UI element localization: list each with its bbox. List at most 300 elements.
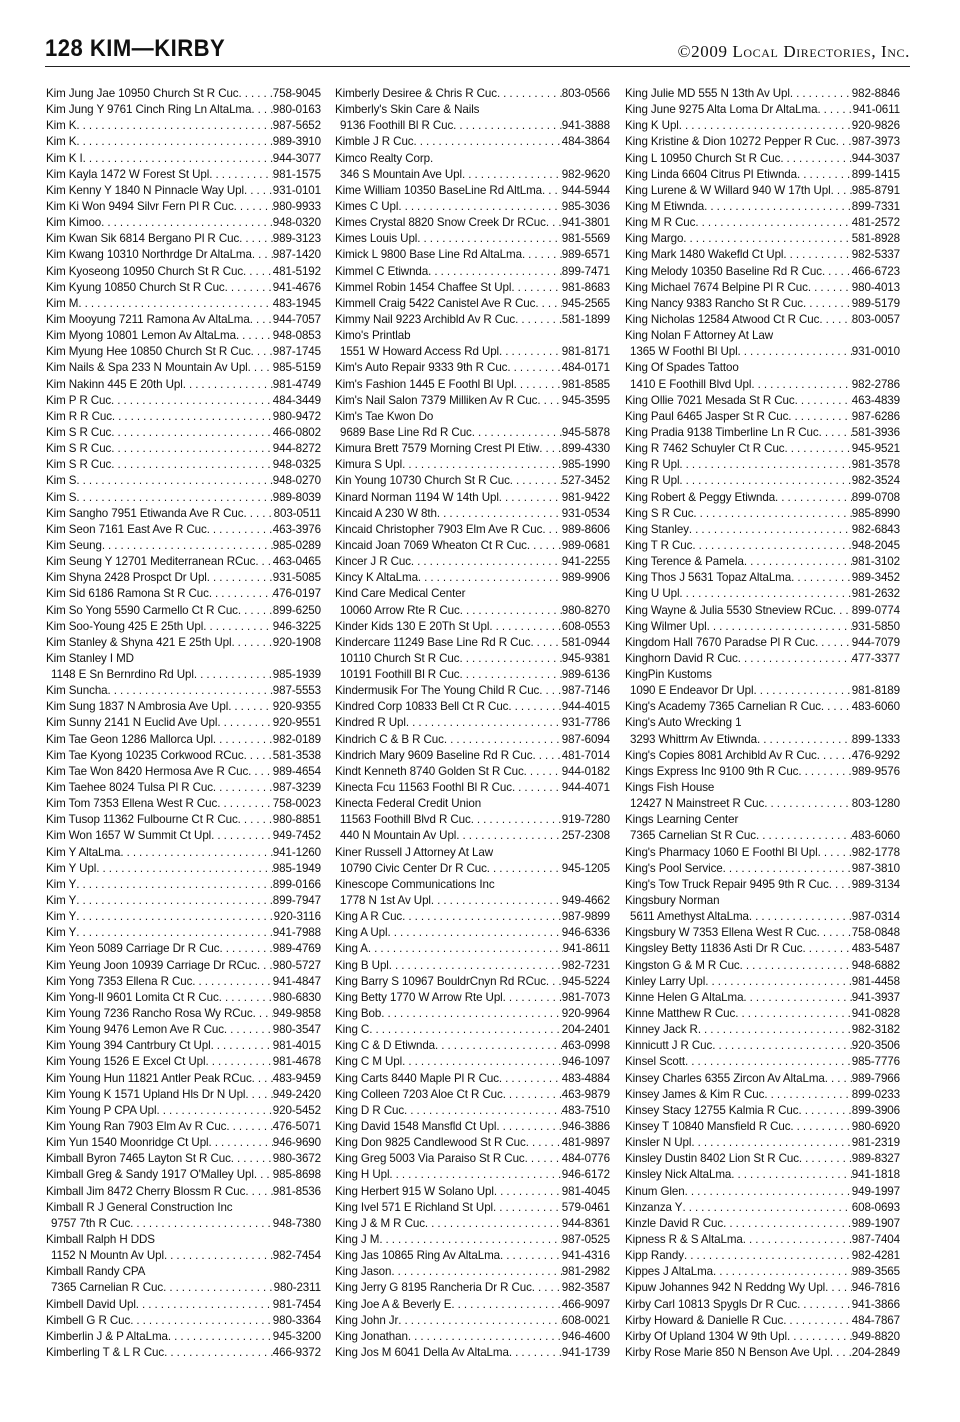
phone-number: 899-0774 <box>851 603 900 617</box>
phone-number: 944-4071 <box>561 781 610 795</box>
dot-leader <box>808 280 852 296</box>
dot-leader <box>76 893 273 909</box>
listing-entry <box>46 538 321 554</box>
listing-entry <box>335 183 610 199</box>
listing-name: Kim Young 394 Cantrbury Ct Upl <box>46 1039 211 1053</box>
listing-entry <box>625 925 900 941</box>
listing-entry <box>46 1248 321 1264</box>
phone-number: 944-5944 <box>561 183 610 197</box>
dot-leader <box>244 183 273 199</box>
listing-name: Kincaid A 230 W 8th <box>335 506 437 520</box>
dot-leader <box>250 312 273 328</box>
dot-leader <box>389 958 562 974</box>
listing-entry <box>46 360 321 376</box>
phone-number: 989-3565 <box>851 1265 900 1279</box>
phone-number: 982-9620 <box>561 167 610 181</box>
phone-number: 989-3134 <box>851 877 900 891</box>
phone-number: 608-0021 <box>561 1313 610 1327</box>
dot-leader <box>245 1087 272 1103</box>
listing-name: 1148 E Sn Bernrdino Rd Upl <box>51 668 194 682</box>
dot-leader <box>743 990 851 1006</box>
listing-entry <box>625 828 900 844</box>
listing-name: King C <box>335 1023 370 1037</box>
listing-entry <box>46 134 321 150</box>
listing-name: Kimes C Upl <box>335 199 399 213</box>
dot-leader <box>499 344 562 360</box>
listing-entry <box>335 732 610 748</box>
listing-name: Kimbell David Upl <box>46 1297 136 1311</box>
listing-name: King Don 9825 Candlewood St R Cuc <box>335 1136 526 1150</box>
dot-leader <box>802 941 851 957</box>
listing-name: Kim K I <box>46 151 83 165</box>
phone-number: 987-7146 <box>561 684 610 698</box>
listing-entry <box>625 441 900 457</box>
listing-entry <box>625 974 900 990</box>
dot-leader <box>402 909 562 925</box>
dot-leader <box>514 377 562 393</box>
listing-entry <box>46 554 321 570</box>
dot-leader <box>136 1297 273 1313</box>
dot-leader <box>238 812 273 828</box>
listing-name: 12427 N Mainstreet R Cuc <box>630 797 765 811</box>
phone-number: 980-3364 <box>272 1313 321 1327</box>
dot-leader <box>679 118 852 134</box>
listing-entry <box>625 118 900 134</box>
listing-name: Kim Yong 7353 Ellena R Cuc <box>46 974 193 988</box>
phone-number: 987-9899 <box>561 910 610 924</box>
listing-name: King Herbert 915 W Solano Upl <box>335 1184 494 1198</box>
phone-number: 899-6250 <box>272 603 321 617</box>
phone-number: 981-2982 <box>561 1265 610 1279</box>
listing-name: King Jerry G 8195 Rancheria Dr R Cuc <box>335 1281 532 1295</box>
phone-number: 987-1745 <box>272 345 321 359</box>
listing-entry <box>625 1329 900 1345</box>
dot-leader <box>780 151 851 167</box>
phone-number: 981-8585 <box>561 377 610 391</box>
dot-leader <box>497 86 562 102</box>
listing-entry <box>335 425 610 441</box>
listing-entry <box>625 683 900 699</box>
dot-leader <box>398 1313 562 1329</box>
listing-entry <box>335 1022 610 1038</box>
phone-number: 945-9381 <box>561 651 610 665</box>
listing-entry <box>46 506 321 522</box>
listing-name: 9689 Base Line Rd R Cuc <box>340 425 472 439</box>
phone-number: 989-0681 <box>561 538 610 552</box>
dot-leader <box>102 538 273 554</box>
phone-number: 931-5085 <box>272 571 321 585</box>
listing-name: King's Auto Wrecking 1 <box>625 716 742 730</box>
phone-number: 931-7786 <box>561 716 610 730</box>
dot-leader <box>712 1038 852 1054</box>
phone-number: 985-3036 <box>561 199 610 213</box>
dot-leader <box>537 393 561 409</box>
phone-number: 945-1205 <box>561 861 610 875</box>
phone-number: 484-0171 <box>561 361 610 375</box>
listing-name: Kim Mooyung 7211 Ramona Av AltaLma <box>46 312 250 326</box>
phone-number: 941-1739 <box>561 1345 610 1359</box>
phone-number: 982-7231 <box>561 958 610 972</box>
listing-entry <box>625 1151 900 1167</box>
listing-name: Kinsey Stacy 12755 Kalmia R Cuc <box>625 1103 799 1117</box>
listing-entry <box>625 635 900 651</box>
listing-name: King A Upl <box>335 926 388 940</box>
listing-entry <box>46 377 321 393</box>
dot-leader <box>527 538 562 554</box>
listing-entry <box>335 134 610 150</box>
listing-name: 7365 Carnelian St R Cuc <box>630 829 756 843</box>
listing-entry <box>46 1216 321 1232</box>
phone-number: 980-6920 <box>851 1120 900 1133</box>
dot-leader <box>459 651 561 667</box>
phone-number: 941-8611 <box>562 942 610 956</box>
listing-name: King R Upl <box>625 474 680 488</box>
listing-entry <box>625 409 900 425</box>
listing-entry <box>335 247 610 263</box>
phone-number: 483-6060 <box>851 829 900 843</box>
listing-column-1 <box>46 86 321 1361</box>
listing-name: King Julie MD 555 N 13th Av Upl <box>625 87 790 100</box>
listing-name: King Bob <box>335 1007 382 1021</box>
listing-name: Kim Y Upl <box>46 861 97 875</box>
phone-number: 987-0314 <box>851 910 900 924</box>
dot-leader <box>368 941 563 957</box>
dot-leader <box>76 134 272 150</box>
listing-entry <box>335 748 610 764</box>
phone-number: 941-2255 <box>561 555 610 569</box>
dot-leader <box>738 344 852 360</box>
phone-number: 982-1778 <box>851 845 900 859</box>
phone-number: 941-4676 <box>272 280 321 294</box>
listing-entry <box>625 877 900 893</box>
listing-name: Kim Tae Won 8420 Hermosa Ave R Cuc <box>46 764 249 778</box>
listing-entry <box>46 683 321 699</box>
dot-leader <box>248 764 273 780</box>
listing-name: King A <box>335 942 368 956</box>
phone-number: 581-3538 <box>272 748 321 762</box>
dot-leader <box>444 732 562 748</box>
dot-leader <box>251 102 272 118</box>
phone-number: 581-3936 <box>851 425 900 439</box>
listing-name: Kim Nakinn 445 E 20th Upl <box>46 377 183 391</box>
phone-number: 948-6882 <box>851 958 900 972</box>
listing-name: Kim S R Cuc <box>46 425 112 439</box>
dot-leader <box>679 586 851 602</box>
phone-number: 948-7380 <box>272 1216 321 1230</box>
dot-leader <box>493 1200 562 1216</box>
phone-number: 982-7454 <box>272 1249 321 1263</box>
phone-number: 941-3937 <box>851 990 900 1004</box>
listing-name: Kimick L 9800 Base Line Rd AltaLma <box>335 248 522 262</box>
listing-name: Kings Fish House <box>625 781 715 795</box>
dot-leader <box>764 1087 851 1103</box>
phone-number: 481-5192 <box>272 264 321 278</box>
listing-entry <box>335 490 610 506</box>
listing-name: Kim So Yong 5590 Carmello Ct R Cuc <box>46 603 238 617</box>
listing-name: King Pradia 9138 Timberline Ln R Cuc <box>625 425 819 439</box>
listing-entry <box>625 796 900 812</box>
listing-heading <box>335 102 610 118</box>
phone-number: 980-8270 <box>561 603 610 617</box>
phone-number: 463-0465 <box>272 555 321 569</box>
dot-leader <box>817 748 852 764</box>
dot-leader <box>219 941 272 957</box>
listing-entry <box>335 619 610 635</box>
dot-leader <box>164 1345 273 1361</box>
listing-entry <box>46 1345 321 1361</box>
listing-name: Kim M <box>46 296 79 310</box>
listing-name: King K Upl <box>625 119 679 133</box>
dot-leader <box>203 619 273 635</box>
dot-leader <box>451 1297 561 1313</box>
listing-column-3 <box>625 86 900 1361</box>
phone-number: 476-5071 <box>272 1120 321 1133</box>
listing-heading <box>46 1200 321 1216</box>
listing-entry <box>335 974 610 990</box>
listing-name: Kim Soo-Young 425 E 25th Upl <box>46 619 204 633</box>
phone-number: 985-8791 <box>851 183 900 197</box>
dot-leader <box>790 1119 851 1135</box>
dot-leader <box>822 264 852 280</box>
listing-entry <box>46 1038 321 1054</box>
phone-number: 982-8846 <box>851 87 900 100</box>
listing-name: Kim S R Cuc <box>46 442 112 456</box>
dot-leader <box>738 651 852 667</box>
listing-entry <box>46 280 321 296</box>
listing-name: King Greg 5003 Via Paraiso St R Cuc <box>335 1152 525 1166</box>
listing-name: Kim Young P CPA Upl <box>46 1103 157 1117</box>
listing-name: Kipuw Johannes 942 N Reddng Wy Upl <box>625 1281 826 1295</box>
dot-leader <box>163 1280 274 1296</box>
listing-name: Kinum Glen <box>625 1184 685 1198</box>
listing-entry <box>335 377 610 393</box>
dot-leader <box>825 1280 852 1296</box>
phone-number: 941-3866 <box>851 1297 900 1311</box>
dot-leader <box>539 441 562 457</box>
phone-number: 985-1990 <box>561 458 610 472</box>
phone-number: 466-9097 <box>561 1297 610 1311</box>
dot-leader <box>743 1232 852 1248</box>
dot-leader <box>546 974 562 990</box>
phone-number: 948-0320 <box>272 216 321 230</box>
listing-entry <box>46 667 321 683</box>
phone-number: 981-8683 <box>561 280 610 294</box>
phone-number: 466-9372 <box>272 1345 321 1359</box>
phone-number: 608-0553 <box>561 619 610 633</box>
listing-entry <box>335 473 610 489</box>
dot-leader <box>836 134 852 150</box>
phone-number: 581-0944 <box>561 635 610 649</box>
publisher-credit: ©2009 Local Directories, Inc. <box>677 42 910 61</box>
listing-name: Kindermusik For The Young Child R Cuc <box>335 684 540 698</box>
listing-name: Kim Suncha <box>46 684 108 698</box>
listing-name: Kim Kenny Y 1840 N Pinnacle Way Upl <box>46 183 244 197</box>
dot-leader <box>76 490 272 506</box>
listing-entry <box>46 199 321 215</box>
listing-name: King Melody 10350 Baseline Rd R Cuc <box>625 264 822 278</box>
listing-name: Kinecta Fcu 11563 Foothl Bl R Cuc <box>335 781 512 795</box>
listing-heading <box>46 651 321 667</box>
phone-number: 946-3225 <box>272 619 321 633</box>
listing-name: King M R Cuc <box>625 216 696 230</box>
dot-leader <box>797 167 852 183</box>
dot-leader <box>391 1264 561 1280</box>
listing-name: King Stanley <box>625 522 689 536</box>
phone-number: 989-6571 <box>561 248 610 262</box>
listing-name: Kincy K AltaLma <box>335 571 418 585</box>
listing-name: Kim Y <box>46 910 77 924</box>
listing-entry <box>335 1135 610 1151</box>
phone-number: 987-5553 <box>272 684 321 698</box>
phone-number: 483-7510 <box>561 1103 610 1117</box>
listing-entry <box>625 344 900 360</box>
phone-number: 987-7404 <box>851 1232 900 1246</box>
phone-number: 899-0166 <box>272 877 321 891</box>
listing-name: Kim Kimoo <box>46 216 102 230</box>
listing-entry <box>46 102 321 118</box>
listing-name: Kimball Byron 7465 Layton St R Cuc <box>46 1152 231 1166</box>
listing-entry <box>46 393 321 409</box>
listing-name: Kinecta Federal Credit Union <box>335 797 482 811</box>
dot-leader <box>238 603 273 619</box>
phone-number: 949-4662 <box>561 894 610 908</box>
listing-name: Kirby Carl 10813 Spygls Dr R Cuc <box>625 1297 798 1311</box>
listing-name: Kinsel Scott <box>625 1055 686 1069</box>
listing-entry <box>625 296 900 312</box>
listing-name: King Betty 1770 W Arrow Rte Upl <box>335 990 503 1004</box>
listing-entry <box>625 1248 900 1264</box>
listing-entry <box>625 522 900 538</box>
phone-number: 982-3524 <box>851 474 900 488</box>
listing-name: Kinnicutt J R Cuc <box>625 1039 713 1053</box>
dot-leader <box>775 490 852 506</box>
dot-leader <box>101 215 273 231</box>
phone-number: 579-0461 <box>561 1200 610 1214</box>
phone-number: 981-4458 <box>851 974 900 988</box>
listing-name: Kim Ki Won 9494 Silvr Fern Pl R Cuc <box>46 199 234 213</box>
phone-number: 989-8039 <box>272 490 321 504</box>
listing-name: King J & M R Cuc <box>335 1216 425 1230</box>
phone-number: 920-5452 <box>272 1103 321 1117</box>
phone-number: 920-1908 <box>272 635 321 649</box>
phone-number: 920-3506 <box>851 1039 900 1053</box>
phone-number: 982-5337 <box>851 248 900 262</box>
phone-number: 920-9964 <box>561 1007 610 1021</box>
phone-number: 463-0998 <box>561 1039 610 1053</box>
listing-entry <box>335 1216 610 1232</box>
phone-number: 941-3801 <box>561 216 610 230</box>
dot-leader <box>388 925 562 941</box>
listing-name: Kinsey James & Kim R Cuc <box>625 1087 765 1101</box>
listing-name: 11563 Foothill Blvd R Cuc <box>340 813 471 827</box>
listing-entry <box>625 990 900 1006</box>
phone-number: 985-7776 <box>851 1055 900 1069</box>
listing-name: King U Upl <box>625 587 680 601</box>
phone-number: 941-0611 <box>852 103 900 117</box>
listing-name: Kinghorn David R Cuc <box>625 651 738 665</box>
listing-name: Kipness R & S AltaLma <box>625 1232 743 1246</box>
phone-number: 982-0189 <box>272 732 321 746</box>
listing-entry <box>46 748 321 764</box>
listing-entry <box>335 780 610 796</box>
listing-entry <box>46 328 321 344</box>
dot-leader <box>251 344 273 360</box>
phone-number: 483-9459 <box>272 1071 321 1085</box>
listing-entry <box>335 1200 610 1216</box>
phone-number: 982-6843 <box>851 522 900 536</box>
listing-name: Kim S <box>46 474 77 488</box>
phone-number: 945-9521 <box>851 442 900 456</box>
listing-name: Kim Yong-Il 9601 Lomita Ct R Cuc <box>46 990 219 1004</box>
phone-number: 985-8990 <box>851 506 900 520</box>
page-title: 128 KIM—KIRBY <box>45 35 226 62</box>
dot-leader <box>825 1071 852 1087</box>
listing-entry <box>625 732 900 748</box>
phone-number: 946-3886 <box>561 1120 610 1133</box>
dot-leader <box>460 603 562 619</box>
phone-number: 481-7014 <box>561 748 610 762</box>
dot-leader <box>723 1216 852 1232</box>
listing-name: Kim's Fashion 1445 E Foothl Bl Upl <box>335 377 514 391</box>
listing-entry <box>625 958 900 974</box>
dot-leader <box>783 247 851 263</box>
dot-leader <box>239 86 273 102</box>
phone-number: 946-6336 <box>561 926 610 940</box>
listing-entry <box>625 1297 900 1313</box>
dot-leader <box>425 1216 562 1232</box>
phone-number: 949-7452 <box>272 829 321 843</box>
dot-leader <box>192 974 273 990</box>
dot-leader <box>252 1071 273 1087</box>
dot-leader <box>707 619 852 635</box>
phone-number: 982-3587 <box>561 1281 610 1295</box>
phone-number: 899-7947 <box>272 894 321 908</box>
listing-name: King's Copies 8081 Archibld Av R Cuc <box>625 748 817 762</box>
listing-name: Kimmell Craig 5422 Canistel Ave R Cuc <box>335 296 536 310</box>
listing-name: Kindrich Mary 9609 Baseline Rd R Cuc <box>335 748 533 762</box>
dot-leader <box>539 683 562 699</box>
dot-leader <box>248 360 273 376</box>
listing-name: King Lurene & W Willard 940 W 17th Upl <box>625 183 831 197</box>
phone-number: 981-8171 <box>561 345 610 359</box>
phone-number: 944-8272 <box>272 442 321 456</box>
dot-leader <box>487 861 562 877</box>
listing-name: King's Pool Service <box>625 861 723 875</box>
phone-number: 944-3037 <box>851 151 900 165</box>
dot-leader <box>785 441 852 457</box>
listing-name: Kim Y <box>46 926 77 940</box>
listing-name: King Joe A & Beverly E <box>335 1297 452 1311</box>
listing-entry <box>46 522 321 538</box>
phone-number: 466-0802 <box>272 425 321 439</box>
listing-entry <box>46 1329 321 1345</box>
listing-name: Kim K <box>46 135 77 149</box>
listing-entry <box>46 1087 321 1103</box>
listing-entry <box>46 990 321 1006</box>
listing-entry <box>625 1200 900 1216</box>
dot-leader <box>740 958 852 974</box>
listing-entry <box>46 699 321 715</box>
phone-number: 980-0163 <box>272 103 321 117</box>
dot-leader <box>509 1345 562 1361</box>
listing-entry <box>46 941 321 957</box>
dot-leader <box>693 506 851 522</box>
listing-entry <box>46 296 321 312</box>
listing-name: Kimmel Robin 1454 Chaffee St Upl <box>335 280 512 294</box>
listing-entry <box>335 683 610 699</box>
listing-name: Kimura S Upl <box>335 458 403 472</box>
dot-leader <box>819 312 851 328</box>
